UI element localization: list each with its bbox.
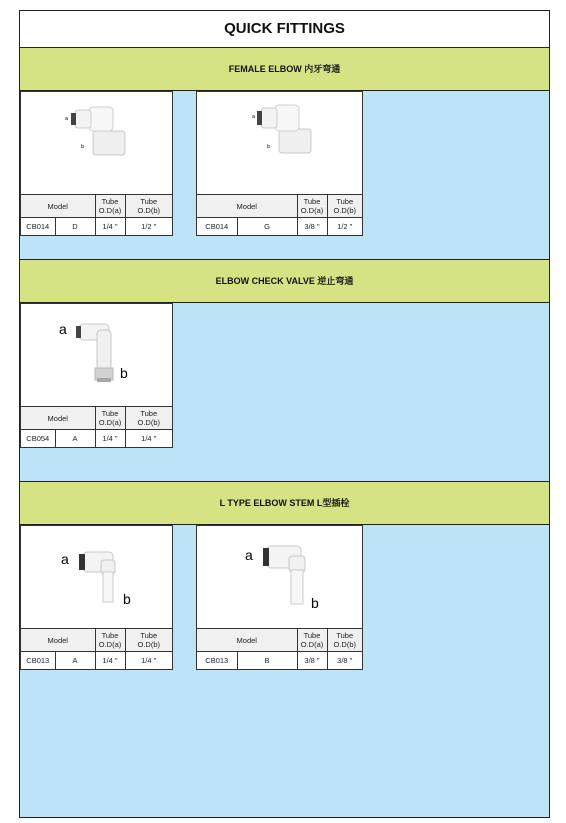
spec-table — [197, 195, 362, 235]
model-variant: A — [55, 430, 95, 448]
model-code: CB013 — [197, 652, 237, 670]
model-header: Model — [21, 407, 95, 430]
tube-b-header: Tube O.D(b) — [327, 629, 362, 652]
product-card-cb013-b — [196, 525, 363, 670]
label-a: a — [61, 551, 69, 567]
elbow-stem-image — [21, 526, 172, 628]
label-b: b — [311, 595, 319, 611]
model-variant: A — [55, 652, 95, 670]
catalog-page — [19, 10, 550, 818]
tube-b-header: Tube O.D(b) — [327, 195, 362, 218]
product-photo — [21, 92, 172, 195]
tube-a-header: Tube O.D(a) — [297, 195, 327, 218]
label-a: a — [65, 116, 69, 122]
model-variant: D — [55, 218, 95, 236]
spec-table — [21, 407, 172, 447]
tube-b-header: Tube O.D(b) — [125, 629, 172, 652]
tube-a-header: Tube O.D(a) — [95, 407, 125, 430]
model-variant: G — [237, 218, 297, 236]
tube-a-value: 1/4 " — [95, 652, 125, 670]
label-a: a — [59, 321, 67, 337]
tube-b-header: Tube O.D(b) — [125, 195, 172, 218]
model-header: Model — [21, 629, 95, 652]
product-photo — [21, 304, 172, 407]
label-a: a — [252, 114, 256, 120]
tube-a-header: Tube O.D(a) — [95, 629, 125, 652]
tube-b-value: 1/4 " — [141, 656, 157, 665]
tube-a-value: 1/4 " — [95, 430, 125, 448]
tube-a-value: 3/8 " — [297, 652, 327, 670]
check-valve-image — [21, 304, 172, 406]
product-photo — [21, 526, 172, 629]
page-title: QUICK FITTINGS — [20, 11, 549, 48]
female-elbow-image — [197, 92, 362, 194]
spec-table — [197, 629, 362, 669]
label-b: b — [120, 365, 128, 381]
model-header: Model — [21, 195, 95, 218]
tube-a-value: 1/4 " — [95, 218, 125, 236]
label-a: a — [245, 547, 253, 563]
model-header: Model — [197, 629, 297, 652]
model-code: CB014 — [197, 218, 237, 236]
tube-b-value: 1/4 " — [141, 434, 157, 443]
product-card-cb014-d — [20, 91, 173, 236]
label-b: b — [123, 591, 131, 607]
tube-b-value: 1/2 " — [337, 222, 353, 231]
model-code: CB013 — [21, 652, 55, 670]
elbow-stem-image — [197, 526, 362, 628]
model-code: CB054 — [21, 430, 55, 448]
product-card-cb054-a — [20, 303, 173, 448]
section-title-elbow-check-valve: ELBOW CHECK VALVE 逆止弯通 — [20, 259, 549, 303]
section-title-female-elbow: FEMALE ELBOW 内牙弯通 — [20, 47, 549, 91]
tube-a-value: 3/8 " — [297, 218, 327, 236]
section-title-l-type-elbow-stem: L TYPE ELBOW STEM L型插栓 — [20, 481, 549, 525]
tube-a-header: Tube O.D(a) — [95, 195, 125, 218]
product-photo — [197, 526, 362, 629]
label-b: b — [81, 144, 85, 150]
tube-b-header: Tube O.D(b) — [125, 407, 172, 430]
spec-table — [21, 629, 172, 669]
product-photo — [197, 92, 362, 195]
tube-b-value: 1/2 " — [141, 222, 157, 231]
female-elbow-image — [21, 92, 172, 194]
label-b: b — [267, 144, 271, 150]
spec-table — [21, 195, 172, 235]
product-card-cb014-g — [196, 91, 363, 236]
tube-b-value: 3/8 " — [337, 656, 353, 665]
model-variant: B — [237, 652, 297, 670]
model-header: Model — [197, 195, 297, 218]
product-card-cb013-a — [20, 525, 173, 670]
tube-a-header: Tube O.D(a) — [297, 629, 327, 652]
model-code: CB014 — [21, 218, 55, 236]
